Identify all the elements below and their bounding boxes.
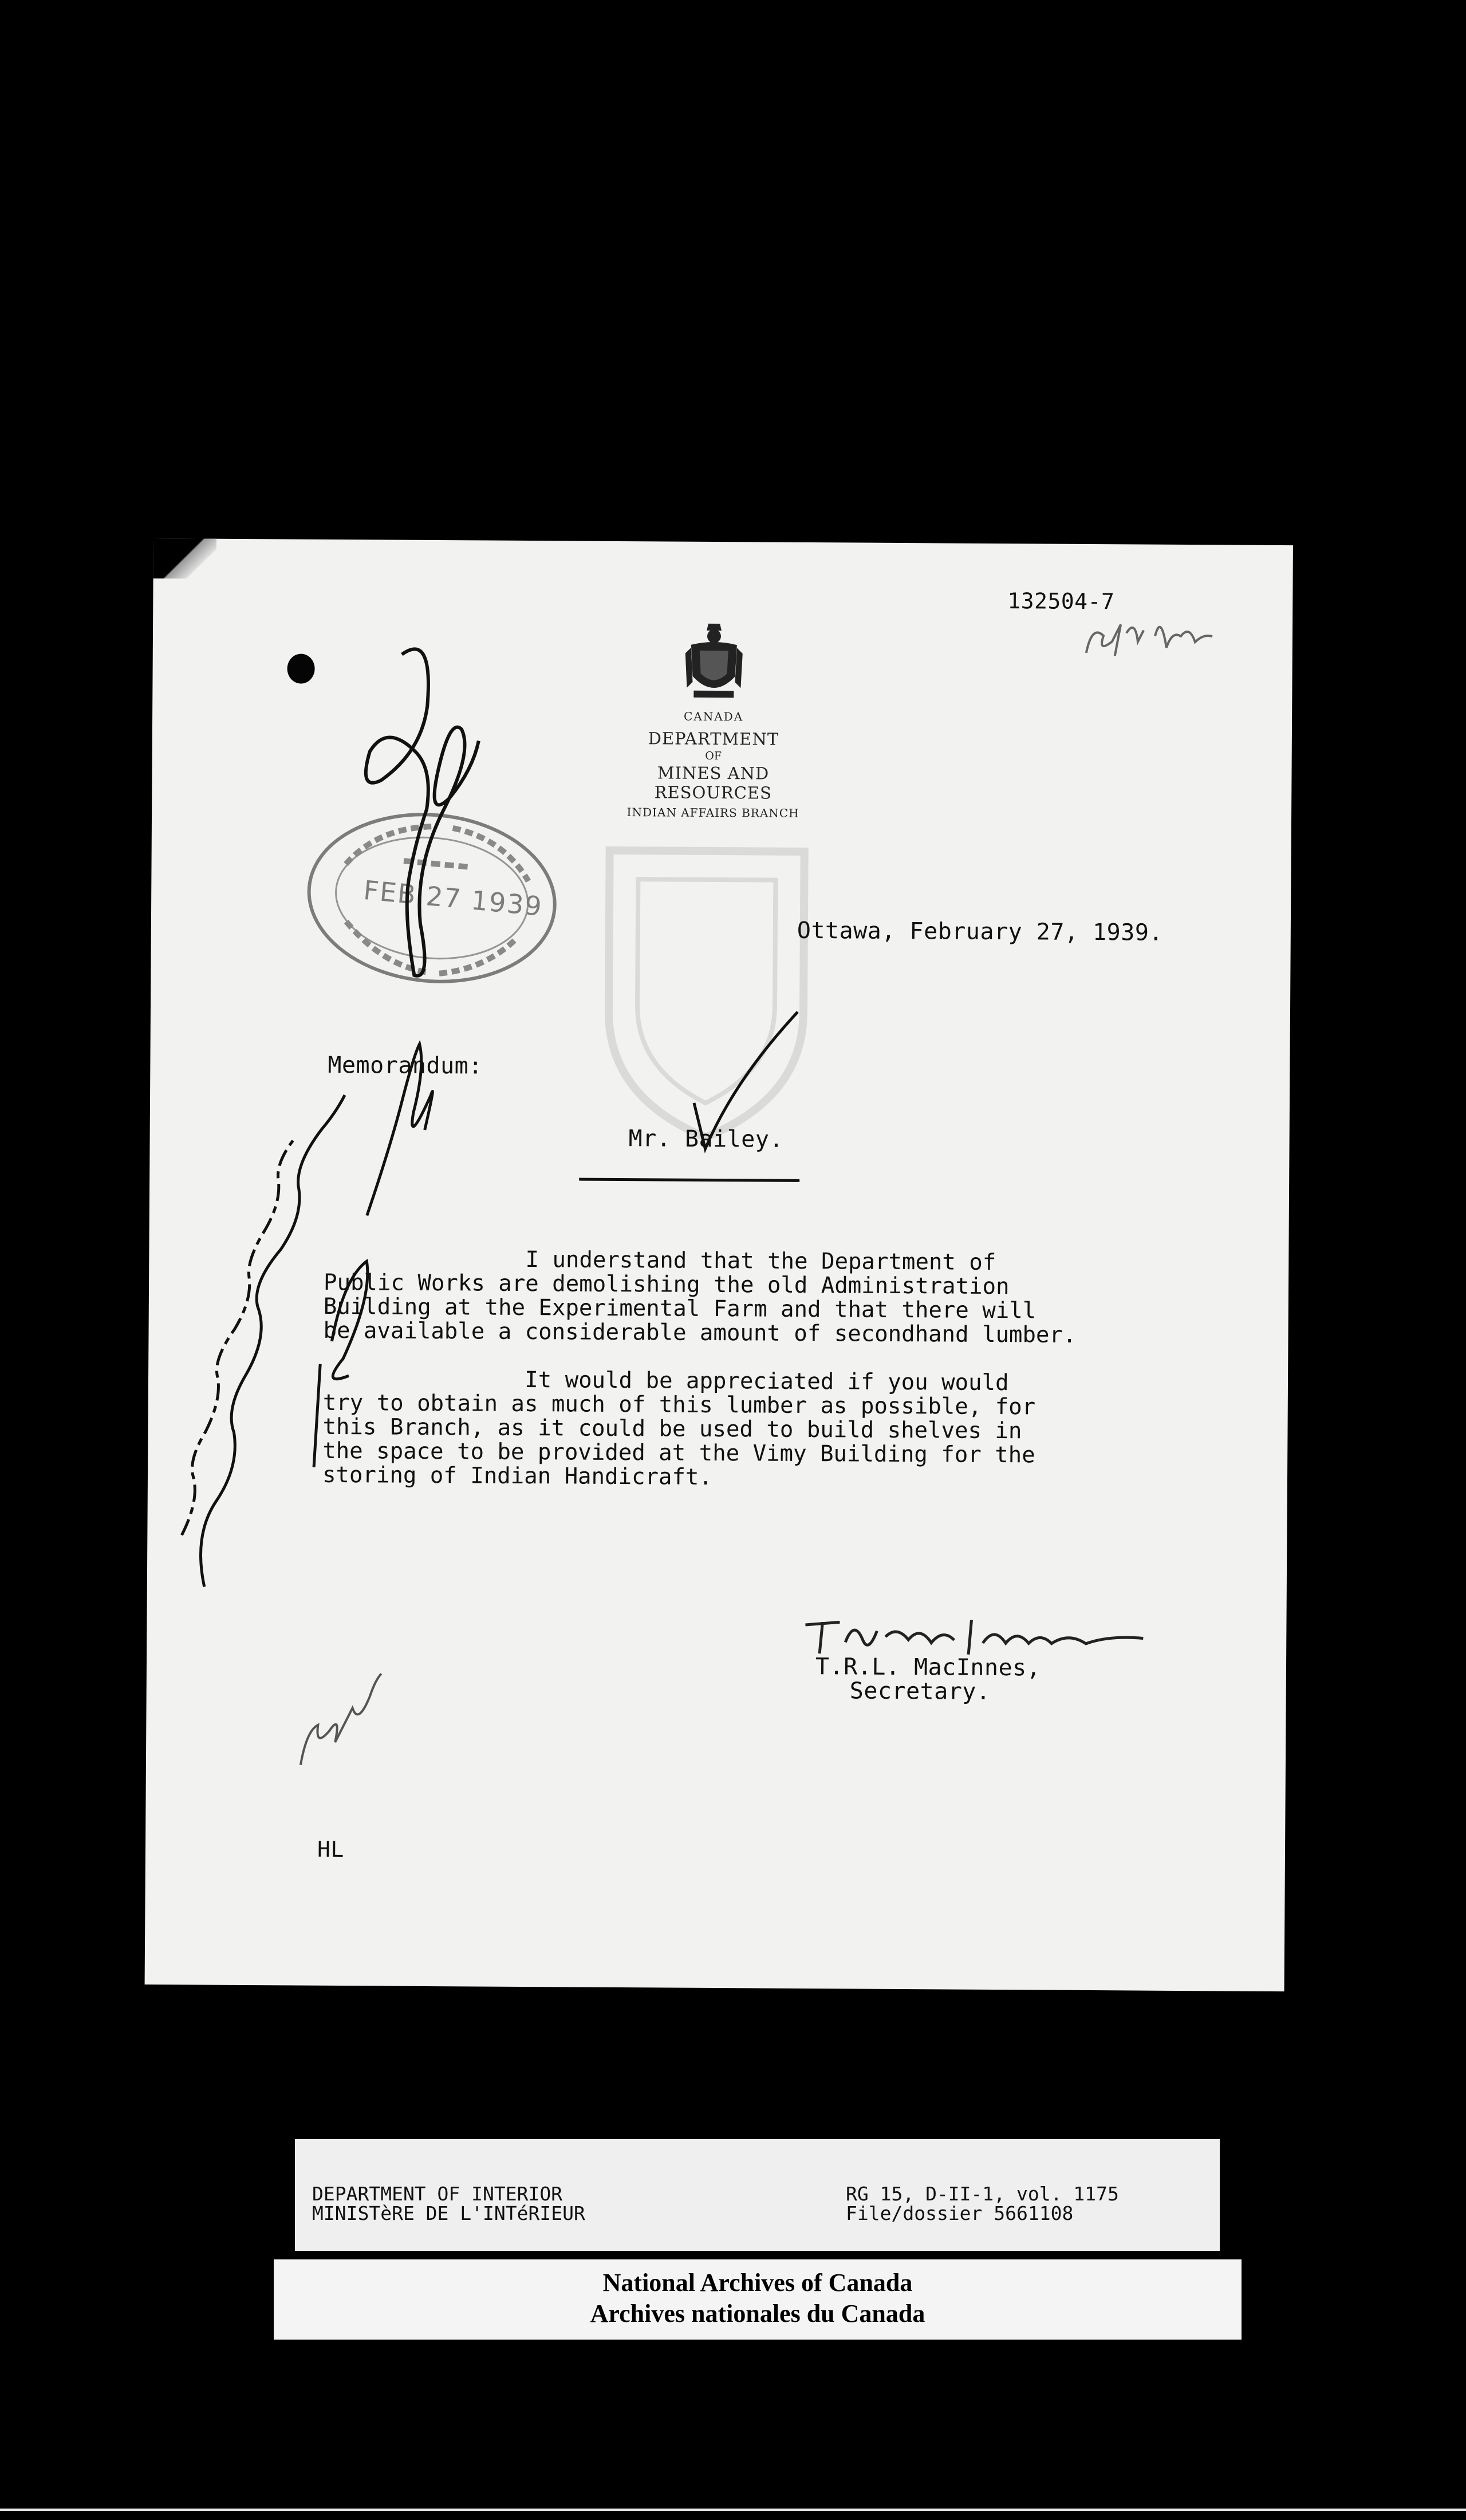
letterhead-department: DEPARTMENT bbox=[648, 729, 779, 749]
archive-reference-label bbox=[295, 2139, 1220, 2251]
signature-title: Secretary. bbox=[849, 1678, 991, 1705]
letterhead-country: CANADA bbox=[683, 709, 744, 724]
body-paragraph-1: I understand that the Department of Public Works are demolishing the old Administration Building at the Experimental Farm and that there will be available a considerable amount of secondhand lumber. bbox=[323, 1245, 1077, 1348]
scan-edge-line bbox=[0, 2509, 1466, 2511]
label-file-number: File/dossier 5661108 bbox=[846, 2202, 1074, 2224]
memorandum-sheet bbox=[145, 538, 1293, 1991]
file-number: 132504-7 bbox=[1007, 588, 1115, 615]
coat-of-arms-icon bbox=[682, 619, 746, 706]
memorandum-label: Memorandum: bbox=[328, 1052, 483, 1080]
label-department-en: DEPARTMENT OF INTERIOR bbox=[312, 2183, 563, 2205]
letterhead-of: OF bbox=[705, 749, 722, 763]
letterhead-ministry: MINES AND RESOURCES bbox=[654, 763, 772, 803]
archives-name-fr: Archives nationales du Canada bbox=[590, 2300, 925, 2328]
punch-hole bbox=[287, 653, 314, 683]
handwritten-note-top-right bbox=[1081, 601, 1219, 665]
dog-ear-corner bbox=[153, 538, 216, 579]
national-archives-banner bbox=[274, 2259, 1242, 2340]
date-line: Ottawa, February 27, 1939. bbox=[797, 917, 1164, 946]
letterhead-branch: INDIAN AFFAIRS BRANCH bbox=[626, 805, 799, 820]
label-department-fr: MINISTèRE DE L'INTéRIEUR bbox=[312, 2202, 585, 2224]
signature-name: T.R.L. MacInnes, bbox=[815, 1653, 1041, 1682]
body-paragraph-2: It would be appreciated if you would try to obtain as much of this lumber as possible, for this Branch, as it could be used to build shelves in the space to be provided at the Vimy Building for the storing of Indian Handicraft. bbox=[322, 1365, 1036, 1490]
addressee: Mr. Bailey. bbox=[628, 1125, 784, 1153]
handwritten-initials-scribble bbox=[345, 637, 496, 1005]
archives-name-en: National Archives of Canada bbox=[602, 2269, 913, 2297]
stamp-date: FEB 27 1939 bbox=[362, 874, 545, 922]
addressee-underline bbox=[579, 1178, 799, 1182]
letterhead bbox=[598, 619, 829, 820]
typist-initials: HL bbox=[317, 1836, 344, 1863]
handwritten-file-note bbox=[289, 1661, 393, 1771]
label-record-group: RG 15, D-II-1, vol. 1175 bbox=[846, 2183, 1119, 2205]
